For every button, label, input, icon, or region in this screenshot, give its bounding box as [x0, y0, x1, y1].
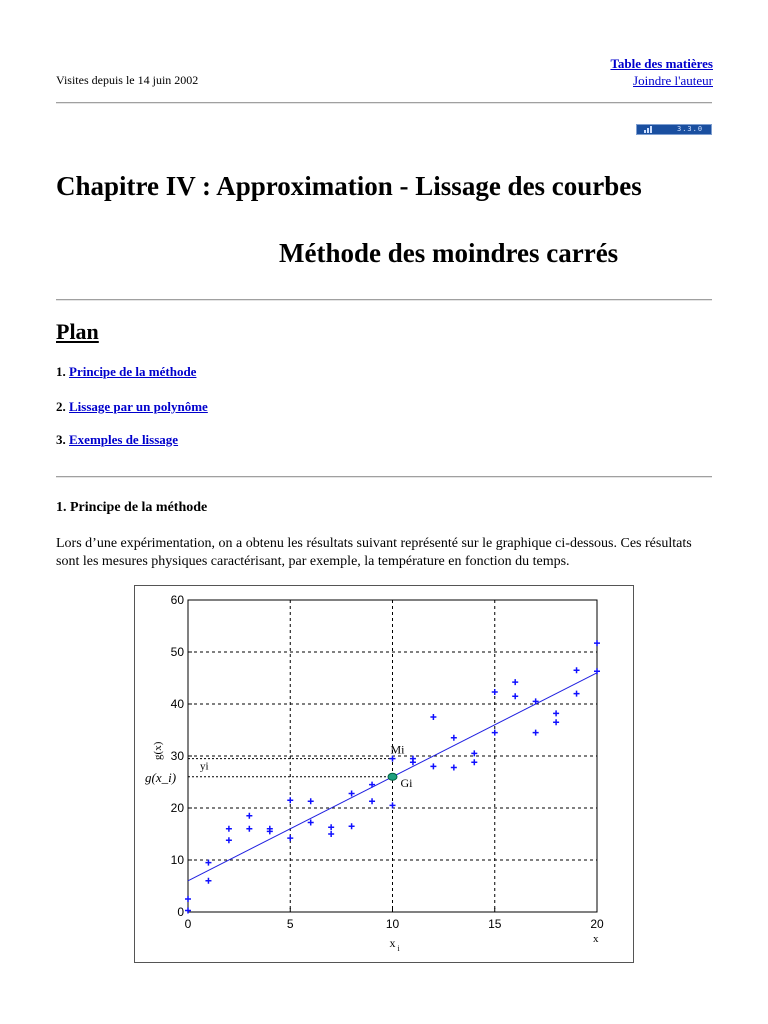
- table-of-contents-link[interactable]: Table des matières: [610, 56, 713, 71]
- data-point: [349, 790, 355, 796]
- data-point: [430, 763, 436, 769]
- data-point: [574, 691, 580, 697]
- data-point: [308, 820, 314, 826]
- data-point: [246, 813, 252, 819]
- y-tick-label: 0: [177, 905, 184, 919]
- scatter-chart: [134, 585, 634, 963]
- data-point: [287, 835, 293, 841]
- bar-chart-icon: [643, 126, 655, 133]
- data-point: [553, 719, 559, 725]
- data-point: [553, 710, 559, 716]
- data-point: [308, 798, 314, 804]
- plan-link-polynome[interactable]: Lissage par un polynôme: [69, 399, 208, 414]
- counter-value: 3.3.0: [677, 125, 704, 133]
- data-point: [451, 735, 457, 741]
- x-axis-label-sub: i: [397, 944, 400, 953]
- data-point: [492, 730, 498, 736]
- data-point: [533, 730, 539, 736]
- annotation-mi: Mi: [390, 742, 405, 757]
- annotation-gxi: g(x_i): [145, 769, 177, 785]
- divider: [56, 476, 712, 478]
- annotation-yi: yi: [200, 760, 209, 773]
- visits-counter-text: Visites depuis le 14 juin 2002: [56, 73, 199, 87]
- data-point: [185, 907, 191, 913]
- data-point: [226, 826, 232, 832]
- y-axis-label: g(x): [152, 741, 164, 760]
- data-point: [512, 679, 518, 685]
- data-point: [328, 831, 334, 837]
- x-tick-label: 15: [488, 917, 502, 931]
- x-axis-label: x: [389, 936, 396, 950]
- data-point: [205, 878, 211, 884]
- x-tick-label: 10: [385, 917, 400, 931]
- plan-heading: Plan: [56, 319, 99, 344]
- y-tick-label: 50: [170, 645, 184, 659]
- data-point: [369, 798, 375, 804]
- chart-svg: [135, 586, 633, 962]
- x-tick-label: 20: [590, 917, 604, 931]
- gi-marker: [388, 773, 397, 780]
- chapter-title: Chapitre IV : Approximation - Lissage des courbes: [56, 171, 642, 201]
- section-paragraph: Lors d’une expérimentation, on a obtenu les résultats suivant représenté sur le graphique ci-dessous. Ces résultats sont les mesures physiques caractérisant, par exemple, la température en fonction du temps.: [56, 536, 692, 569]
- x-axis-end-label: x: [593, 933, 599, 945]
- data-point: [574, 667, 580, 673]
- plan-item: [56, 364, 196, 380]
- data-point: [430, 714, 436, 720]
- chapter-subtitle: Méthode des moindres carrés: [279, 238, 619, 268]
- data-point: [226, 837, 232, 843]
- plan-item-number: 2.: [56, 399, 66, 414]
- divider: [56, 102, 712, 104]
- plan-item-number: 3.: [56, 432, 66, 447]
- divider: [56, 299, 712, 301]
- plan-link-exemples[interactable]: Exemples de lissage: [69, 432, 179, 447]
- annotation-gi: Gi: [400, 775, 413, 790]
- section-heading: 1. Principe de la méthode: [56, 500, 208, 515]
- plan-item: [56, 399, 208, 415]
- data-point: [287, 797, 293, 803]
- data-point: [492, 689, 498, 695]
- plan-item: [56, 432, 178, 448]
- data-point: [328, 824, 334, 830]
- y-tick-label: 60: [170, 593, 184, 607]
- data-point: [512, 693, 518, 699]
- contact-author-link[interactable]: Joindre l'auteur: [633, 73, 713, 88]
- y-tick-label: 10: [170, 853, 184, 867]
- y-tick-label: 30: [170, 749, 184, 763]
- data-point: [471, 759, 477, 765]
- plan-item-number: 1.: [56, 364, 66, 379]
- data-point: [594, 640, 600, 646]
- x-tick-label: 0: [184, 917, 192, 931]
- top-links: [610, 55, 713, 89]
- plan-link-principe[interactable]: Principe de la méthode: [69, 364, 197, 379]
- data-point: [369, 782, 375, 788]
- data-point: [451, 764, 457, 770]
- visit-counter-badge[interactable]: [636, 124, 712, 135]
- data-point: [185, 896, 191, 902]
- y-tick-label: 40: [170, 697, 184, 711]
- x-tick-label: 5: [286, 917, 294, 931]
- data-point: [349, 823, 355, 829]
- y-tick-label: 20: [170, 801, 184, 815]
- data-point: [246, 826, 252, 832]
